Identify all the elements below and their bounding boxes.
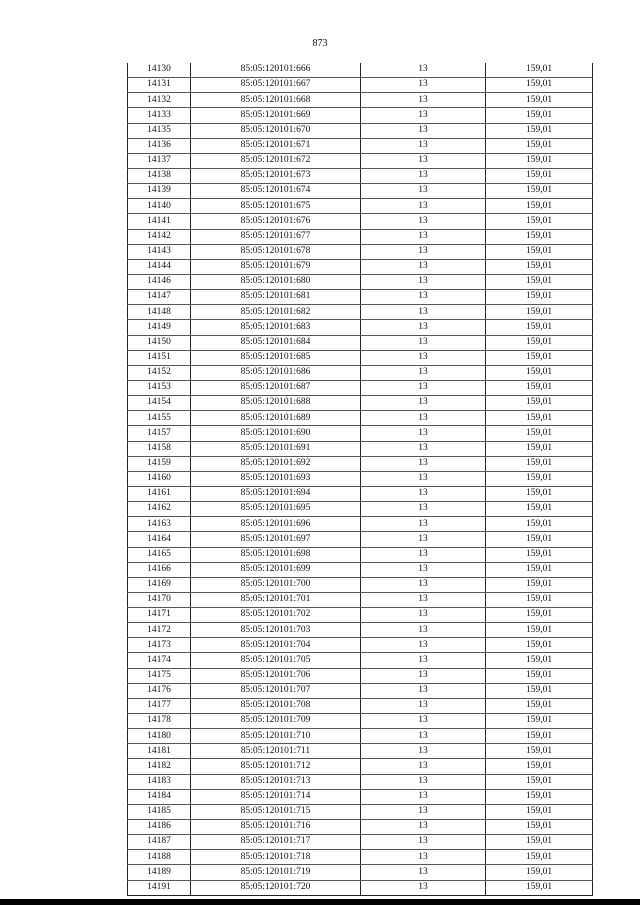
row-number-cell: 14186 [128, 820, 191, 835]
area-cell: 159,01 [486, 577, 593, 592]
cadastral-number-cell: 85:05:120101:683 [191, 320, 361, 335]
area-cell: 159,01 [486, 714, 593, 729]
row-number-cell: 14139 [128, 184, 191, 199]
table-row [128, 502, 593, 517]
table-row [128, 577, 593, 592]
table-row [128, 274, 593, 289]
row-number-cell: 14140 [128, 199, 191, 214]
cadastral-number-cell: 85:05:120101:688 [191, 396, 361, 411]
table-row [128, 789, 593, 804]
count-cell: 13 [361, 880, 486, 895]
row-number-cell: 14132 [128, 93, 191, 108]
cadastral-number-cell: 85:05:120101:673 [191, 168, 361, 183]
count-cell: 13 [361, 577, 486, 592]
area-cell: 159,01 [486, 184, 593, 199]
count-cell: 13 [361, 668, 486, 683]
table-row [128, 290, 593, 305]
row-number-cell: 14152 [128, 365, 191, 380]
table-row [128, 78, 593, 93]
registry-table-body [128, 63, 593, 895]
area-cell: 159,01 [486, 698, 593, 713]
count-cell: 13 [361, 547, 486, 562]
row-number-cell: 14149 [128, 320, 191, 335]
cadastral-number-cell: 85:05:120101:681 [191, 290, 361, 305]
table-row [128, 729, 593, 744]
row-number-cell: 14144 [128, 259, 191, 274]
row-number-cell: 14175 [128, 668, 191, 683]
table-row [128, 305, 593, 320]
row-number-cell: 14191 [128, 880, 191, 895]
area-cell: 159,01 [486, 789, 593, 804]
scan-edge-bar [0, 899, 640, 905]
row-number-cell: 14142 [128, 229, 191, 244]
count-cell: 13 [361, 426, 486, 441]
row-number-cell: 14131 [128, 78, 191, 93]
cadastral-number-cell: 85:05:120101:709 [191, 714, 361, 729]
row-number-cell: 14162 [128, 502, 191, 517]
page-number: 873 [312, 38, 328, 49]
cadastral-number-cell: 85:05:120101:699 [191, 562, 361, 577]
table-row [128, 471, 593, 486]
cadastral-number-cell: 85:05:120101:680 [191, 274, 361, 289]
cadastral-number-cell: 85:05:120101:707 [191, 683, 361, 698]
row-number-cell: 14147 [128, 290, 191, 305]
table-row [128, 562, 593, 577]
count-cell: 13 [361, 396, 486, 411]
cadastral-number-cell: 85:05:120101:704 [191, 638, 361, 653]
area-cell: 159,01 [486, 290, 593, 305]
registry-table [127, 63, 593, 896]
row-number-cell: 14133 [128, 108, 191, 123]
row-number-cell: 14146 [128, 274, 191, 289]
area-cell: 159,01 [486, 168, 593, 183]
area-cell: 159,01 [486, 63, 593, 78]
count-cell: 13 [361, 123, 486, 138]
count-cell: 13 [361, 562, 486, 577]
cadastral-number-cell: 85:05:120101:710 [191, 729, 361, 744]
row-number-cell: 14137 [128, 153, 191, 168]
row-number-cell: 14174 [128, 653, 191, 668]
count-cell: 13 [361, 78, 486, 93]
cadastral-number-cell: 85:05:120101:672 [191, 153, 361, 168]
count-cell: 13 [361, 290, 486, 305]
table-row [128, 138, 593, 153]
area-cell: 159,01 [486, 804, 593, 819]
area-cell: 159,01 [486, 547, 593, 562]
count-cell: 13 [361, 320, 486, 335]
cadastral-number-cell: 85:05:120101:679 [191, 259, 361, 274]
count-cell: 13 [361, 835, 486, 850]
row-number-cell: 14189 [128, 865, 191, 880]
count-cell: 13 [361, 804, 486, 819]
row-number-cell: 14178 [128, 714, 191, 729]
count-cell: 13 [361, 517, 486, 532]
cadastral-number-cell: 85:05:120101:713 [191, 774, 361, 789]
area-cell: 159,01 [486, 759, 593, 774]
row-number-cell: 14141 [128, 214, 191, 229]
area-cell: 159,01 [486, 456, 593, 471]
row-number-cell: 14163 [128, 517, 191, 532]
table-row [128, 850, 593, 865]
row-number-cell: 14184 [128, 789, 191, 804]
count-cell: 13 [361, 153, 486, 168]
area-cell: 159,01 [486, 259, 593, 274]
cadastral-number-cell: 85:05:120101:686 [191, 365, 361, 380]
cadastral-number-cell: 85:05:120101:677 [191, 229, 361, 244]
area-cell: 159,01 [486, 486, 593, 501]
count-cell: 13 [361, 623, 486, 638]
cadastral-number-cell: 85:05:120101:714 [191, 789, 361, 804]
area-cell: 159,01 [486, 729, 593, 744]
table-row [128, 880, 593, 895]
area-cell: 159,01 [486, 820, 593, 835]
cadastral-number-cell: 85:05:120101:706 [191, 668, 361, 683]
table-row [128, 411, 593, 426]
cadastral-number-cell: 85:05:120101:717 [191, 835, 361, 850]
table-row [128, 63, 593, 78]
area-cell: 159,01 [486, 274, 593, 289]
area-cell: 159,01 [486, 562, 593, 577]
area-cell: 159,01 [486, 517, 593, 532]
table-row [128, 547, 593, 562]
cadastral-number-cell: 85:05:120101:668 [191, 93, 361, 108]
count-cell: 13 [361, 850, 486, 865]
cadastral-number-cell: 85:05:120101:719 [191, 865, 361, 880]
row-number-cell: 14164 [128, 532, 191, 547]
area-cell: 159,01 [486, 320, 593, 335]
table-row [128, 532, 593, 547]
cadastral-number-cell: 85:05:120101:689 [191, 411, 361, 426]
count-cell: 13 [361, 683, 486, 698]
row-number-cell: 14169 [128, 577, 191, 592]
table-row [128, 714, 593, 729]
cadastral-number-cell: 85:05:120101:690 [191, 426, 361, 441]
cadastral-number-cell: 85:05:120101:695 [191, 502, 361, 517]
table-row [128, 199, 593, 214]
area-cell: 159,01 [486, 774, 593, 789]
cadastral-number-cell: 85:05:120101:687 [191, 380, 361, 395]
count-cell: 13 [361, 532, 486, 547]
cadastral-number-cell: 85:05:120101:700 [191, 577, 361, 592]
table-row [128, 380, 593, 395]
count-cell: 13 [361, 714, 486, 729]
table-row [128, 108, 593, 123]
area-cell: 159,01 [486, 396, 593, 411]
count-cell: 13 [361, 168, 486, 183]
table-row [128, 698, 593, 713]
cadastral-number-cell: 85:05:120101:696 [191, 517, 361, 532]
table-row [128, 350, 593, 365]
count-cell: 13 [361, 138, 486, 153]
row-number-cell: 14153 [128, 380, 191, 395]
count-cell: 13 [361, 305, 486, 320]
row-number-cell: 14150 [128, 335, 191, 350]
table-row [128, 153, 593, 168]
count-cell: 13 [361, 789, 486, 804]
table-row [128, 683, 593, 698]
area-cell: 159,01 [486, 426, 593, 441]
count-cell: 13 [361, 259, 486, 274]
cadastral-number-cell: 85:05:120101:718 [191, 850, 361, 865]
cadastral-number-cell: 85:05:120101:678 [191, 244, 361, 259]
count-cell: 13 [361, 744, 486, 759]
area-cell: 159,01 [486, 335, 593, 350]
count-cell: 13 [361, 380, 486, 395]
table-row [128, 592, 593, 607]
area-cell: 159,01 [486, 229, 593, 244]
row-number-cell: 14176 [128, 683, 191, 698]
table-row [128, 335, 593, 350]
table-row [128, 623, 593, 638]
cadastral-number-cell: 85:05:120101:674 [191, 184, 361, 199]
row-number-cell: 14143 [128, 244, 191, 259]
count-cell: 13 [361, 63, 486, 78]
count-cell: 13 [361, 502, 486, 517]
row-number-cell: 14173 [128, 638, 191, 653]
table-row [128, 456, 593, 471]
count-cell: 13 [361, 184, 486, 199]
area-cell: 159,01 [486, 592, 593, 607]
cadastral-number-cell: 85:05:120101:692 [191, 456, 361, 471]
cadastral-number-cell: 85:05:120101:667 [191, 78, 361, 93]
row-number-cell: 14151 [128, 350, 191, 365]
table-row [128, 744, 593, 759]
row-number-cell: 14171 [128, 608, 191, 623]
cadastral-number-cell: 85:05:120101:682 [191, 305, 361, 320]
table-row [128, 214, 593, 229]
row-number-cell: 14138 [128, 168, 191, 183]
table-row [128, 229, 593, 244]
count-cell: 13 [361, 774, 486, 789]
area-cell: 159,01 [486, 305, 593, 320]
count-cell: 13 [361, 93, 486, 108]
table-row [128, 804, 593, 819]
cadastral-number-cell: 85:05:120101:716 [191, 820, 361, 835]
row-number-cell: 14160 [128, 471, 191, 486]
row-number-cell: 14166 [128, 562, 191, 577]
cadastral-number-cell: 85:05:120101:705 [191, 653, 361, 668]
cadastral-number-cell: 85:05:120101:715 [191, 804, 361, 819]
count-cell: 13 [361, 456, 486, 471]
cadastral-number-cell: 85:05:120101:711 [191, 744, 361, 759]
table-row [128, 244, 593, 259]
cadastral-number-cell: 85:05:120101:685 [191, 350, 361, 365]
cadastral-number-cell: 85:05:120101:676 [191, 214, 361, 229]
cadastral-number-cell: 85:05:120101:701 [191, 592, 361, 607]
row-number-cell: 14155 [128, 411, 191, 426]
area-cell: 159,01 [486, 153, 593, 168]
row-number-cell: 14177 [128, 698, 191, 713]
cadastral-number-cell: 85:05:120101:669 [191, 108, 361, 123]
cadastral-number-cell: 85:05:120101:702 [191, 608, 361, 623]
area-cell: 159,01 [486, 638, 593, 653]
area-cell: 159,01 [486, 471, 593, 486]
table-row [128, 835, 593, 850]
count-cell: 13 [361, 199, 486, 214]
count-cell: 13 [361, 471, 486, 486]
area-cell: 159,01 [486, 78, 593, 93]
row-number-cell: 14159 [128, 456, 191, 471]
table-row [128, 486, 593, 501]
table-row [128, 865, 593, 880]
count-cell: 13 [361, 865, 486, 880]
count-cell: 13 [361, 274, 486, 289]
area-cell: 159,01 [486, 214, 593, 229]
cadastral-number-cell: 85:05:120101:684 [191, 335, 361, 350]
area-cell: 159,01 [486, 365, 593, 380]
area-cell: 159,01 [486, 411, 593, 426]
cadastral-number-cell: 85:05:120101:708 [191, 698, 361, 713]
count-cell: 13 [361, 229, 486, 244]
table-row [128, 638, 593, 653]
count-cell: 13 [361, 214, 486, 229]
cadastral-number-cell: 85:05:120101:691 [191, 441, 361, 456]
area-cell: 159,01 [486, 623, 593, 638]
row-number-cell: 14161 [128, 486, 191, 501]
row-number-cell: 14136 [128, 138, 191, 153]
table-row [128, 426, 593, 441]
table-row [128, 759, 593, 774]
area-cell: 159,01 [486, 123, 593, 138]
row-number-cell: 14148 [128, 305, 191, 320]
count-cell: 13 [361, 411, 486, 426]
cadastral-number-cell: 85:05:120101:720 [191, 880, 361, 895]
table-row [128, 320, 593, 335]
cadastral-number-cell: 85:05:120101:666 [191, 63, 361, 78]
table-row [128, 441, 593, 456]
cadastral-number-cell: 85:05:120101:693 [191, 471, 361, 486]
row-number-cell: 14165 [128, 547, 191, 562]
count-cell: 13 [361, 365, 486, 380]
area-cell: 159,01 [486, 865, 593, 880]
table-row [128, 93, 593, 108]
row-number-cell: 14172 [128, 623, 191, 638]
row-number-cell: 14135 [128, 123, 191, 138]
table-row [128, 396, 593, 411]
area-cell: 159,01 [486, 441, 593, 456]
table-row [128, 168, 593, 183]
area-cell: 159,01 [486, 653, 593, 668]
area-cell: 159,01 [486, 350, 593, 365]
cadastral-number-cell: 85:05:120101:671 [191, 138, 361, 153]
count-cell: 13 [361, 729, 486, 744]
area-cell: 159,01 [486, 199, 593, 214]
area-cell: 159,01 [486, 850, 593, 865]
cadastral-number-cell: 85:05:120101:670 [191, 123, 361, 138]
count-cell: 13 [361, 108, 486, 123]
cadastral-number-cell: 85:05:120101:698 [191, 547, 361, 562]
area-cell: 159,01 [486, 502, 593, 517]
count-cell: 13 [361, 638, 486, 653]
table-row [128, 668, 593, 683]
area-cell: 159,01 [486, 608, 593, 623]
area-cell: 159,01 [486, 108, 593, 123]
area-cell: 159,01 [486, 532, 593, 547]
count-cell: 13 [361, 653, 486, 668]
row-number-cell: 14130 [128, 63, 191, 78]
count-cell: 13 [361, 592, 486, 607]
cadastral-number-cell: 85:05:120101:703 [191, 623, 361, 638]
table-row [128, 517, 593, 532]
count-cell: 13 [361, 698, 486, 713]
row-number-cell: 14157 [128, 426, 191, 441]
area-cell: 159,01 [486, 138, 593, 153]
area-cell: 159,01 [486, 668, 593, 683]
cadastral-number-cell: 85:05:120101:694 [191, 486, 361, 501]
table-row [128, 774, 593, 789]
count-cell: 13 [361, 759, 486, 774]
cadastral-number-cell: 85:05:120101:697 [191, 532, 361, 547]
area-cell: 159,01 [486, 93, 593, 108]
table-row [128, 608, 593, 623]
count-cell: 13 [361, 350, 486, 365]
table-row [128, 653, 593, 668]
count-cell: 13 [361, 441, 486, 456]
count-cell: 13 [361, 486, 486, 501]
area-cell: 159,01 [486, 880, 593, 895]
table-row [128, 123, 593, 138]
row-number-cell: 14181 [128, 744, 191, 759]
cadastral-number-cell: 85:05:120101:675 [191, 199, 361, 214]
count-cell: 13 [361, 608, 486, 623]
count-cell: 13 [361, 820, 486, 835]
table-row [128, 184, 593, 199]
area-cell: 159,01 [486, 744, 593, 759]
row-number-cell: 14158 [128, 441, 191, 456]
count-cell: 13 [361, 335, 486, 350]
cadastral-number-cell: 85:05:120101:712 [191, 759, 361, 774]
area-cell: 159,01 [486, 683, 593, 698]
row-number-cell: 14170 [128, 592, 191, 607]
table-row [128, 365, 593, 380]
area-cell: 159,01 [486, 835, 593, 850]
row-number-cell: 14154 [128, 396, 191, 411]
row-number-cell: 14182 [128, 759, 191, 774]
row-number-cell: 14185 [128, 804, 191, 819]
table-row [128, 259, 593, 274]
area-cell: 159,01 [486, 380, 593, 395]
row-number-cell: 14187 [128, 835, 191, 850]
row-number-cell: 14180 [128, 729, 191, 744]
row-number-cell: 14188 [128, 850, 191, 865]
area-cell: 159,01 [486, 244, 593, 259]
table-row [128, 820, 593, 835]
count-cell: 13 [361, 244, 486, 259]
row-number-cell: 14183 [128, 774, 191, 789]
